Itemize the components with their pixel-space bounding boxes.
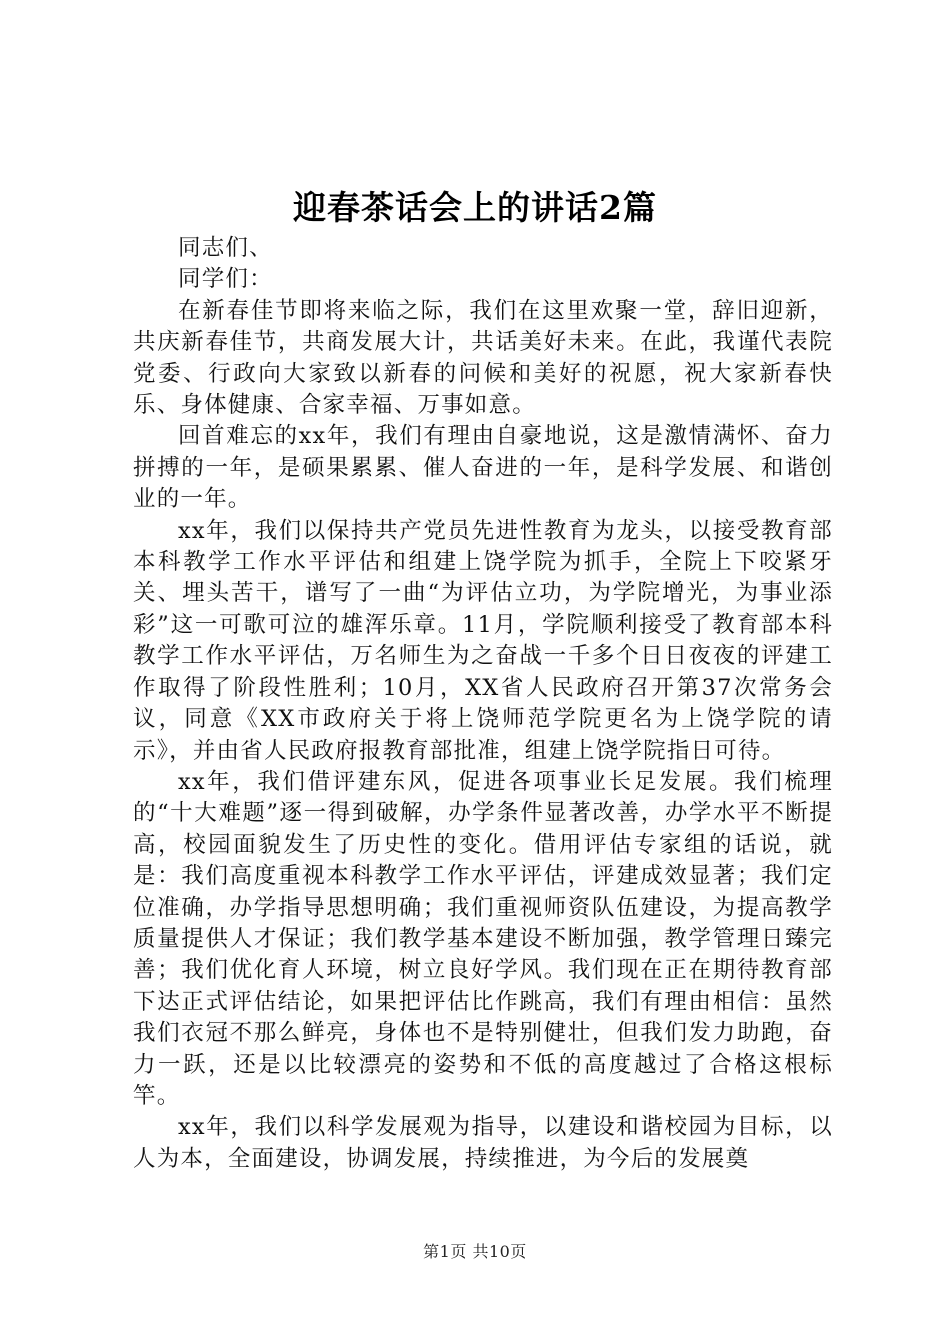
body-paragraph: xx年，我们以科学发展观为指导，以建设和谐校园为目标，以人为本，全面建设，协调发展，持续推进，为今后的发展奠 [133,1114,833,1172]
greeting-line: 同学们： [178,266,273,293]
greeting-line: 同志们、 [178,235,273,261]
body-paragraph: xx年，我们借评建东风，促进各项事业长足发展。我们梳理的“十大难题”逐一得到破解，办学条件显著改善，办学水平不断提高，校园面貌发生了历史性的变化。借用评估专家组的话说，就是：我们高度重视本科教学工作水平评估，评建成效显著；我们定位准确，办学指导思想明确；我们重视师资队伍建设，为提高教学质量提供人才保证；我们教学基本建设不断加强，教学管理日臻完善；我们优化育人环境，树立良好学风。我们现在正在期待教育部下达正式评估结论，如果把评估比作跳高，我们有理由相信：虽然我们衣冠不那么鲜亮，身体也不是特别健壮，但我们发力助跑，奋力一跃，还是以比较漂亮的姿势和不低的高度越过了合格这根标竿。 [133,768,833,1109]
document-title: 迎春茶话会上的讲话2篇 [293,188,657,227]
body-paragraph: xx年，我们以保持共产党员先进性教育为龙头，以接受教育部本科教学工作水平评估和组建上饶学院为抓手，全院上下咬紧牙关、埋头苦干，谱写了一曲“为评估立功，为学院增光，为事业添彩”这一可歌可泣的雄浑乐章。11月，学院顺利接受了教育部本科教学工作水平评估，万名师生为之奋战一千多个日日夜夜的评建工作取得了阶段性胜利；10月，XX省人民政府召开第37次常务会议，同意《XX市政府关于将上饶师范学院更名为上饶学院的请示》，并由省人民政府报教育部批准，组建上饶学院指日可待。 [133,517,833,764]
page-number-footer: 第1页 共10页 [423,1242,527,1261]
body-paragraph: 在新春佳节即将来临之际，我们在这里欢聚一堂，辞旧迎新，共庆新春佳节，共商发展大计，共话美好未来。在此，我谨代表院党委、行政向大家致以新春的问候和美好的祝愿，祝大家新春快乐、身体健康、合家幸福、万事如意。 [133,297,833,419]
document-body [133,233,833,1175]
body-paragraph: 回首难忘的xx年，我们有理由自豪地说，这是激情满怀、奋力拼搏的一年，是硕果累累、催人奋进的一年，是科学发展、和谐创业的一年。 [133,423,833,513]
